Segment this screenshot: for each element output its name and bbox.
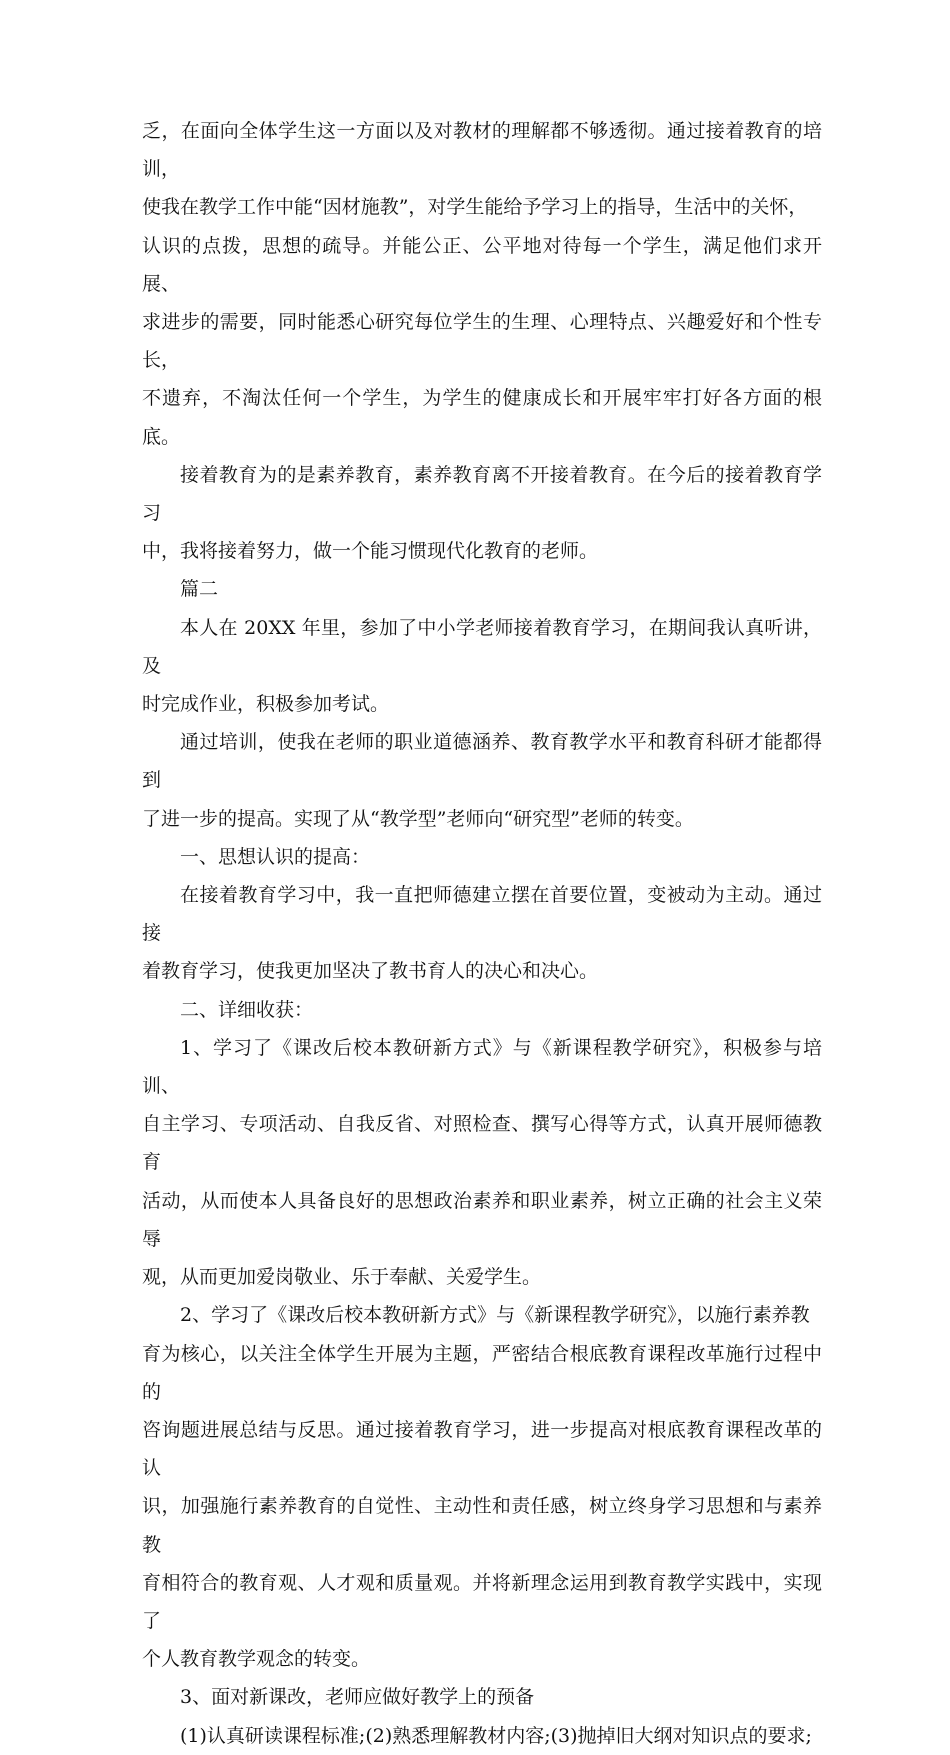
- text-line: 乏，在面向全体学生这一方面以及对教材的理解都不够透彻。通过接着教育的培训，: [142, 120, 822, 181]
- text-line: 自主学习、专项活动、自我反省、对照检查、撰写心得等方式，认真开展师德教育: [142, 1113, 822, 1174]
- text-line: 咨询题进展总结与反思。通过接着教育学习，进一步提高对根底教育课程改革的认: [142, 1418, 822, 1480]
- text-line: 着教育学习，使我更加坚决了教书育人的决心和决心。: [142, 960, 599, 983]
- text-line: 通过培训，使我在老师的职业道德涵养、教育教学水平和教育科研才能都得到: [142, 731, 822, 792]
- section-heading: 一、思想认识的提高：: [180, 845, 371, 868]
- text-line: 本人在 20XX 年里，参加了中小学老师接着教育学习，在期间我认真听讲，及: [142, 616, 822, 677]
- text-line: 3、面对新课改，老师应做好教学上的预备: [180, 1686, 535, 1709]
- text-line: 育相符合的教育观、人才观和质量观。并将新理念运用到教育教学实践中，实现了: [142, 1571, 822, 1632]
- text-line: 个人教育教学观念的转变。: [142, 1648, 371, 1671]
- text-line: 在接着教育学习中，我一直把师德建立摆在首要位置，变被动为主动。通过接: [142, 884, 822, 945]
- text-line: 认识的点拨，思想的疏导。并能公正、公平地对待每一个学生，满足他们求开展、: [142, 234, 822, 295]
- text-line: 活动，从而使本人具备良好的思想政治素养和职业素养，树立正确的社会主义荣辱: [142, 1189, 822, 1250]
- text-line: 时完成作业，积极参加考试。: [142, 693, 390, 716]
- document-body: [142, 112, 822, 1755]
- text-line: 识，加强施行素养教育的自觉性、主动性和责任感，树立终身学习思想和与素养教: [142, 1495, 822, 1556]
- section-heading: 篇二: [180, 578, 219, 601]
- text-line: 中，我将接着努力，做一个能习惯现代化教育的老师。: [142, 540, 599, 563]
- text-line: 使我在教学工作中能“因材施教”，对学生能给予学习上的指导，生活中的关怀，: [142, 196, 808, 219]
- text-line: 了进一步的提高。实现了从“教学型”老师向“研究型”老师的转变。: [142, 807, 694, 830]
- text-line: 不遗弃，不淘汰任何一个学生，为学生的健康成长和开展牢牢打好各方面的根底。: [142, 387, 822, 448]
- section-heading: 二、详细收获：: [180, 998, 314, 1021]
- text-line: 观，从而更加爱岗敬业、乐于奉献、关爱学生。: [142, 1266, 542, 1289]
- text-line: 接着教育为的是素养教育，素养教育离不开接着教育。在今后的接着教育学习: [142, 463, 822, 525]
- text-line: 2、学习了《课改后校本教研新方式》与《新课程教学研究》，以施行素养教: [180, 1304, 810, 1327]
- text-line: 1、学习了《课改后校本教研新方式》与《新课程教学研究》，积极参与培训、: [142, 1036, 822, 1098]
- text-line: (1)认真研读课程标准;(2)熟悉理解教材内容;(3)抛掉旧大纲对知识点的要求;: [180, 1724, 812, 1747]
- text-line: 育为核心，以关注全体学生开展为主题，严密结合根底教育课程改革施行过程中的: [142, 1342, 822, 1403]
- text-line: 求进步的需要，同时能悉心研究每位学生的生理、心理特点、兴趣爱好和个性专长，: [142, 311, 822, 372]
